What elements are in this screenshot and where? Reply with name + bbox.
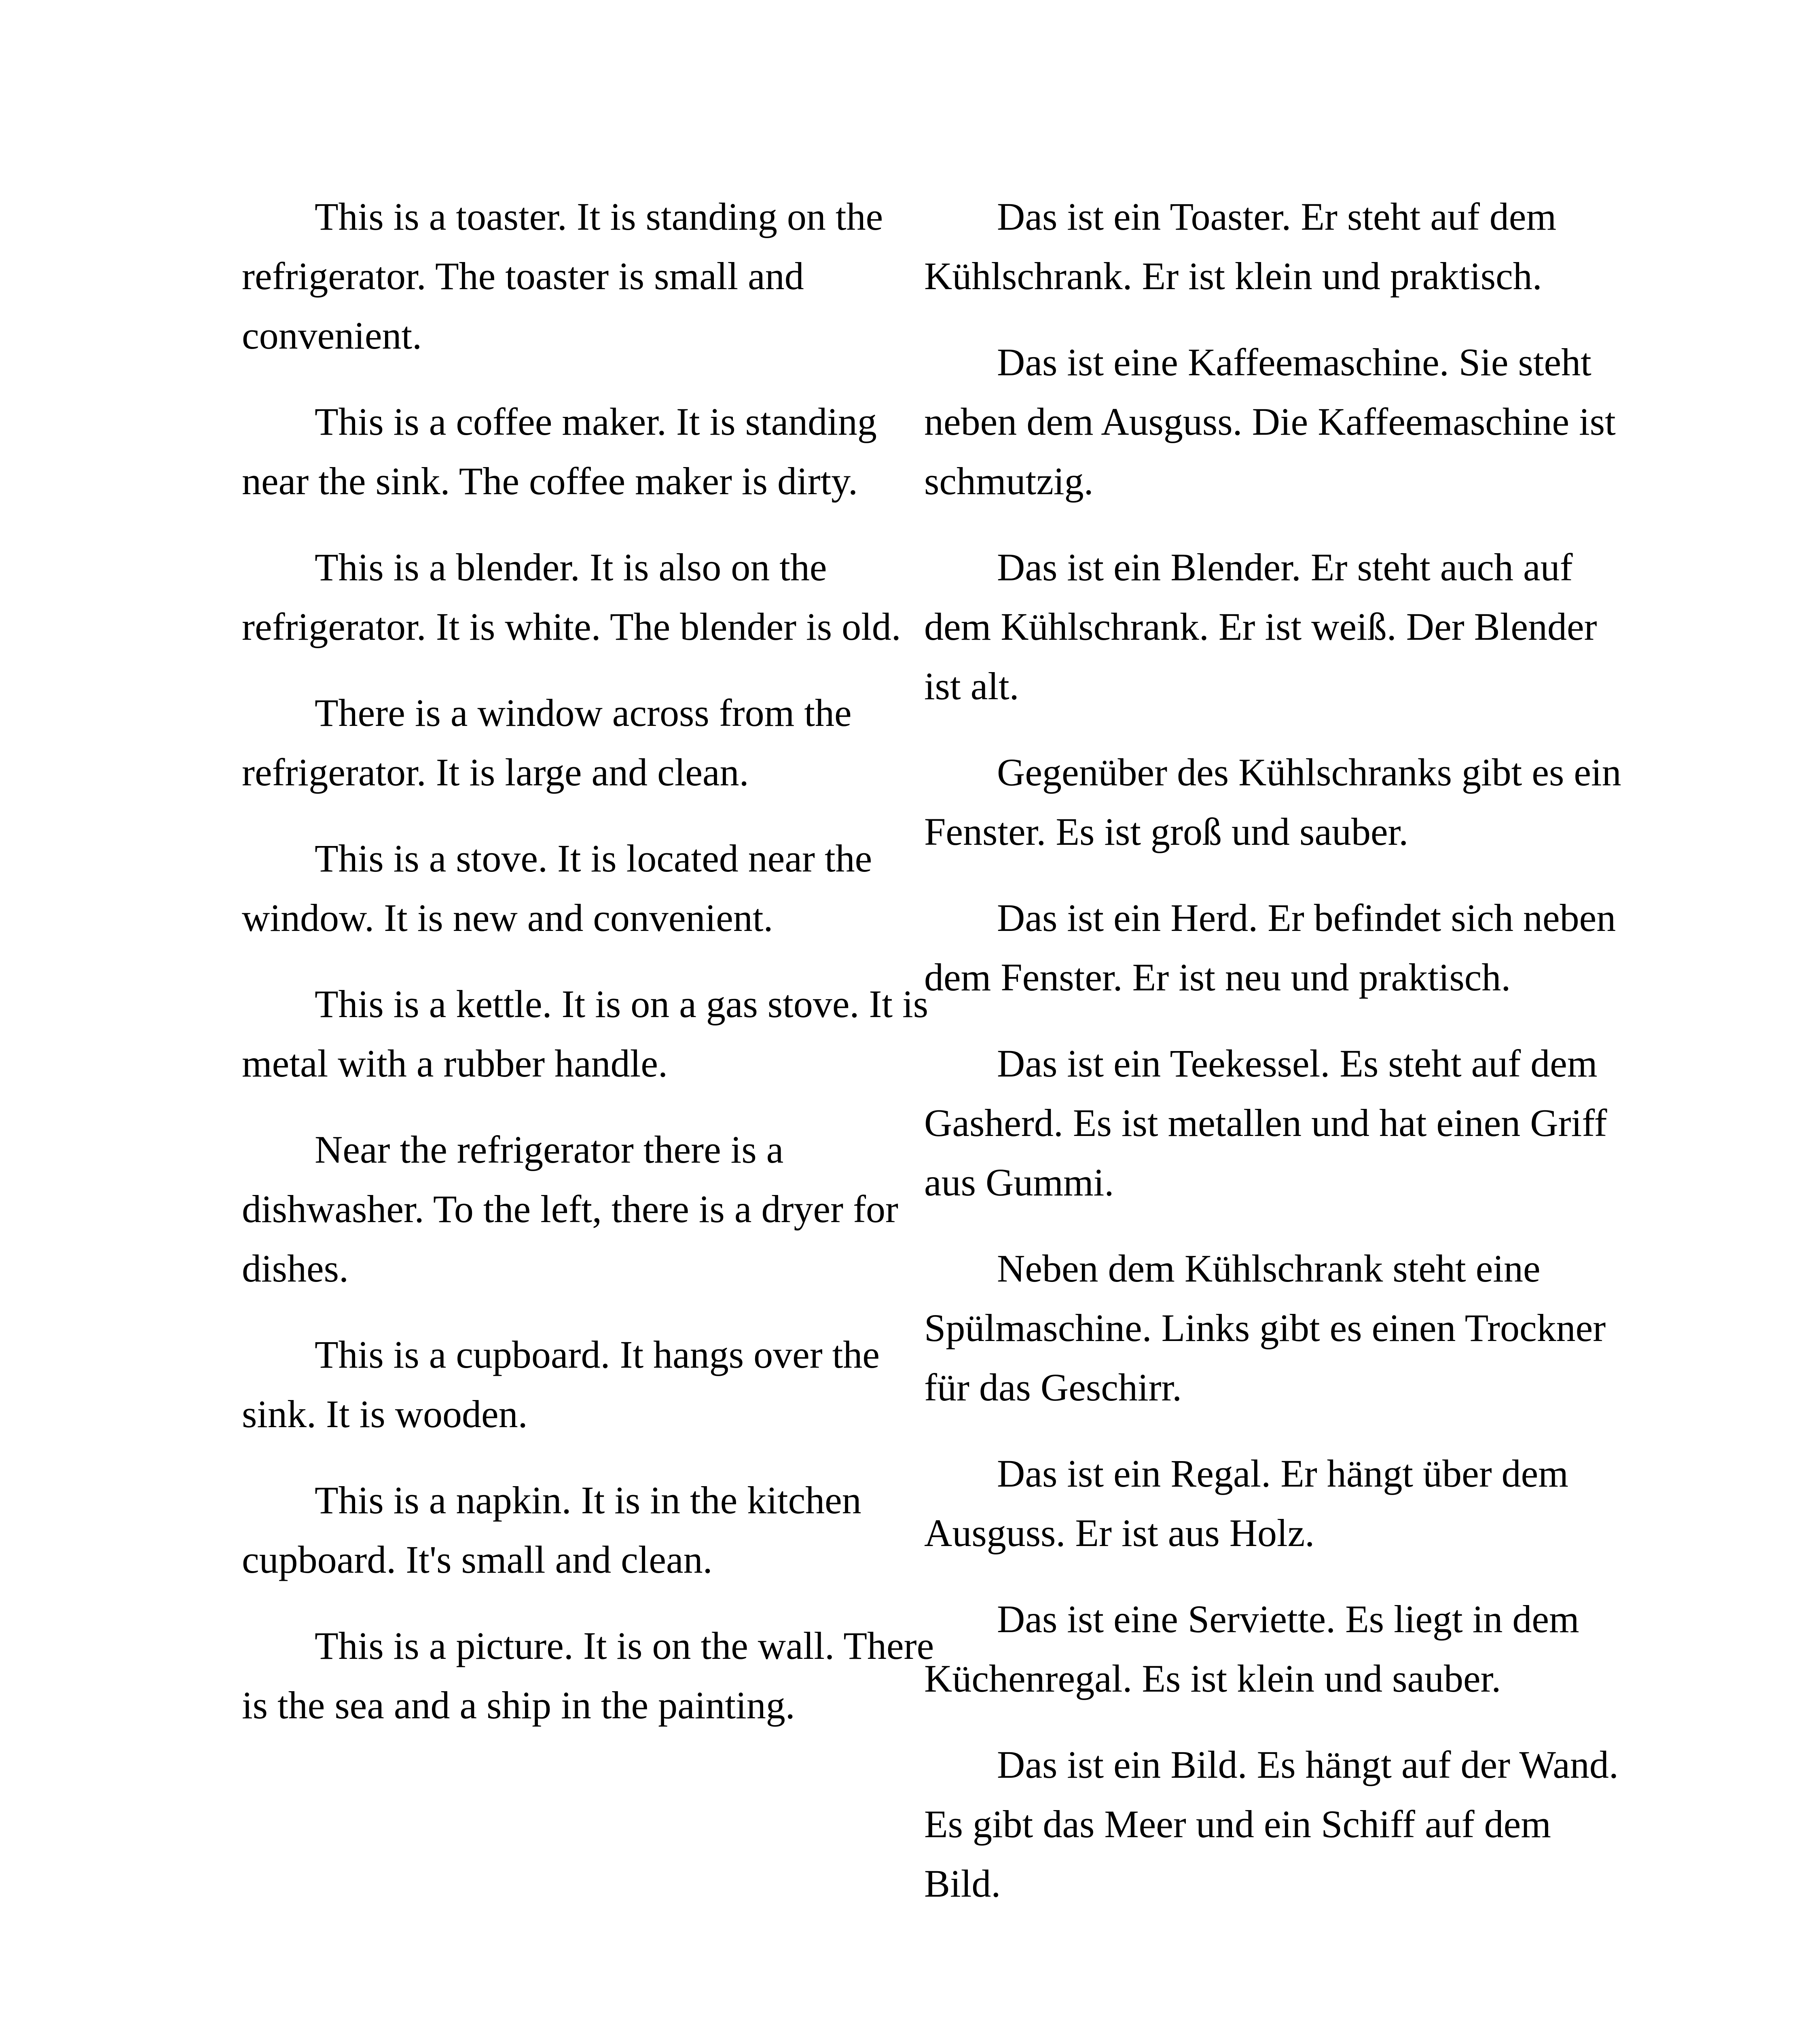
english-paragraph: This is a coffee maker. It is standing near the sink. The coffee maker is dirty. [242,400,877,503]
german-paragraph: Das ist ein Teekessel. Es steht auf dem Gasherd. Es ist metallen und hat einen Griff aus Gummi. [924,1042,1607,1204]
english-paragraph: This is a stove. It is located near the window. It is new and convenient. [242,837,872,939]
english-paragraph: This is a picture. It is on the wall. There is the sea and a ship in the painting. [242,1624,934,1727]
german-paragraph: Das ist ein Blender. Er steht auch auf dem Kühlschrank. Er ist weiß. Der Blender ist alt. [924,546,1597,708]
german-paragraph: Das ist eine Serviette. Es liegt in dem Küchenregal. Es ist klein und sauber. [924,1597,1579,1700]
german-column [924,187,1628,1940]
english-paragraph: This is a toaster. It is standing on the refrigerator. The toaster is small and convenient. [242,195,883,357]
english-column [242,187,946,1762]
german-paragraph: Neben dem Kühlschrank steht eine Spülmaschine. Links gibt es einen Trockner für das Geschirr. [924,1247,1606,1409]
german-paragraph: Das ist ein Toaster. Er steht auf dem Kühlschrank. Er ist klein und praktisch. [924,195,1557,298]
english-paragraph: Near the refrigerator there is a dishwasher. To the left, there is a dryer for dishes. [242,1128,898,1290]
german-paragraph: Das ist ein Bild. Es hängt auf der Wand. Es gibt das Meer und ein Schiff auf dem Bild. [924,1743,1619,1905]
german-paragraph: Gegenüber des Kühlschranks gibt es ein Fenster. Es ist groß und sauber. [924,751,1621,853]
english-paragraph: This is a kettle. It is on a gas stove. It is metal with a rubber handle. [242,982,929,1085]
english-paragraph: This is a blender. It is also on the refrigerator. It is white. The blender is old. [242,546,901,648]
english-paragraph: There is a window across from the refrigerator. It is large and clean. [242,691,852,794]
german-paragraph: Das ist eine Kaffeemaschine. Sie steht neben dem Ausguss. Die Kaffeemaschine ist schmutzig. [924,341,1616,503]
german-paragraph: Das ist ein Herd. Er befindet sich neben dem Fenster. Er ist neu und praktisch. [924,896,1616,999]
english-paragraph: This is a napkin. It is in the kitchen cupboard. It's small and clean. [242,1478,861,1581]
german-paragraph: Das ist ein Regal. Er hängt über dem Ausguss. Er ist aus Holz. [924,1452,1568,1555]
english-paragraph: This is a cupboard. It hangs over the sink. It is wooden. [242,1333,880,1436]
